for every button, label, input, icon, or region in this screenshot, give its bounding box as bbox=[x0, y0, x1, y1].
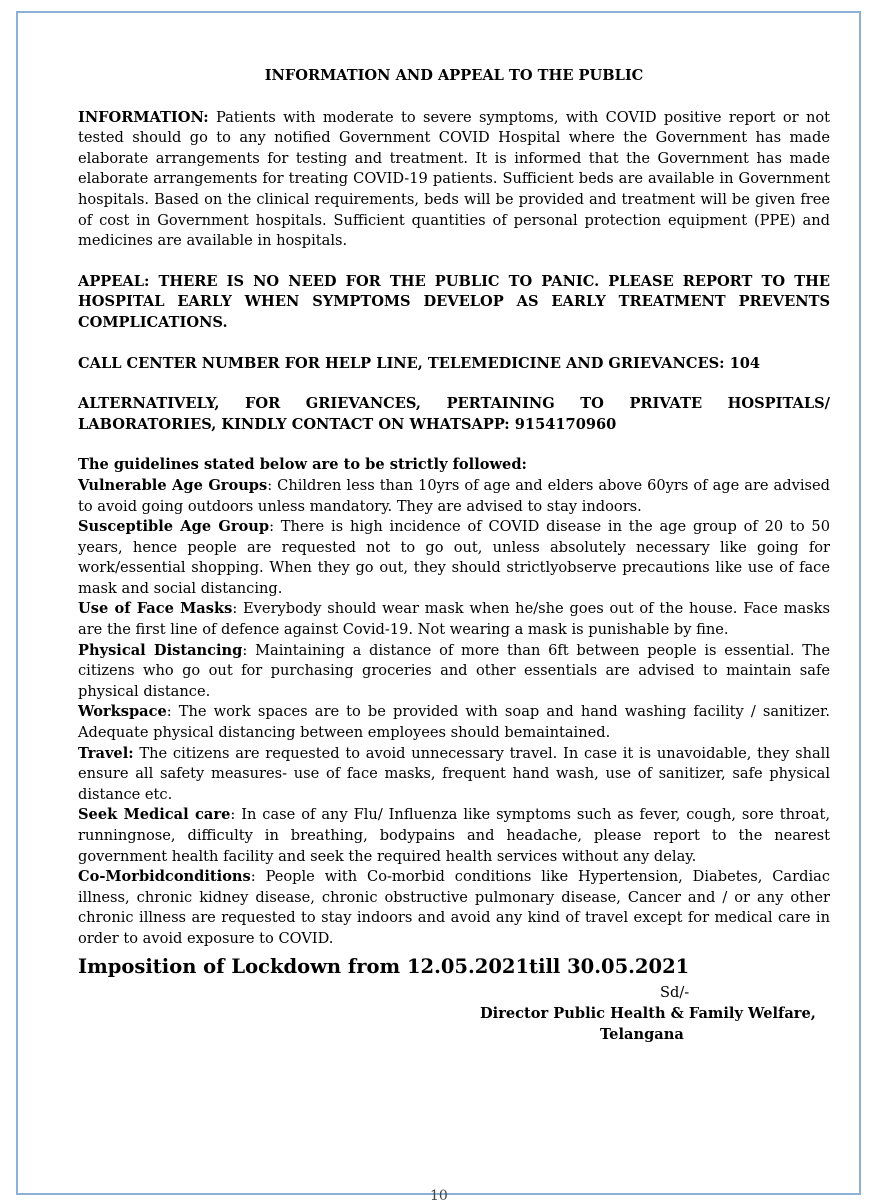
guideline-item bbox=[78, 702, 830, 743]
guideline-label: Vulnerable Age Groups bbox=[78, 476, 268, 494]
guideline-label: Susceptible Age Group bbox=[78, 518, 270, 536]
guideline-text: : Everybody should wear mask when he/she goes out of the house. Face masks are the first line of defence against Covid-19. Not wearing a mask is punishable by fine. bbox=[78, 600, 830, 639]
guideline-text: The citizens are requested to avoid unnecessary travel. In case it is unavoidable, they shall ensure all safety measures- use of face masks, frequent hand wash, use of sanitizer, safe physical distance etc. bbox=[78, 744, 830, 803]
guideline-item bbox=[78, 805, 830, 867]
whatsapp-paragraph: ALTERNATIVELY, FOR GRIEVANCES, PERTAINING TO PRIVATE HOSPITALS/ LABORATORIES, KINDLY CONTACT ON WHATSAPP: 9154170960 bbox=[78, 395, 830, 433]
document-body bbox=[78, 66, 830, 980]
guideline-label: Use of Face Masks bbox=[78, 600, 233, 618]
guideline-label: Physical Distancing bbox=[78, 641, 243, 659]
guidelines-heading: The guidelines stated below are to be strictly followed: bbox=[78, 456, 527, 474]
guideline-text: : Children less than 10yrs of age and elders above 60yrs of age are advised to avoid going outdoors unless mandatory. They are advised to stay indoors. bbox=[78, 476, 830, 515]
guideline-label: Travel: bbox=[78, 744, 134, 762]
appeal-paragraph: APPEAL: THERE IS NO NEED FOR THE PUBLIC TO PANIC. PLEASE REPORT TO THE HOSPITAL EARLY WHEN SYMPTOMS DEVELOP AS EARLY TREATMENT PREVENTS COMPLICATIONS. bbox=[78, 272, 830, 331]
guidelines-list bbox=[78, 476, 830, 950]
guideline-text: : Maintaining a distance of more than 6ft between people is essential. The citizens who go out for purchasing groceries and other essentials are advised to maintain safe physical distance. bbox=[78, 641, 830, 700]
information-text: Patients with moderate to severe symptoms, with COVID positive report or not tested should go to any notified Government COVID Hospital where the Government has made elaborate arrangements for testing and treatment. It is informed that the Government has made elaborate arrangements for treating COVID-19 patients. Sufficient beds are available in Government hospitals. Based on the clinical requirements, beds will be provided and treatment will be given free of cost in Government hospitals. Sufficient quantities of personal protection equipment (PPE) and medicines are available in hospitals. bbox=[78, 108, 830, 250]
guideline-item bbox=[78, 641, 830, 703]
information-paragraph bbox=[78, 108, 830, 252]
guideline-text: : The work spaces are to be provided with soap and hand washing facility / sanitizer. Adequate physical distancing between employees should bemaintained. bbox=[78, 703, 830, 742]
guideline-text: : In case of any Flu/ Influenza like symptoms such as fever, cough, sore throat, runningnose, difficulty in breathing, bodypains and headache, please report to the nearest government health facility and seek the required health services without any delay. bbox=[78, 806, 830, 865]
information-label: INFORMATION: bbox=[78, 108, 209, 126]
page-number: 10 bbox=[430, 1188, 448, 1204]
signature-state: Telangana bbox=[600, 1026, 684, 1043]
call-center-line: CALL CENTER NUMBER FOR HELP LINE, TELEMEDICINE AND GRIEVANCES: 104 bbox=[78, 354, 761, 372]
guideline-label: Workspace bbox=[78, 703, 167, 721]
guideline-item bbox=[78, 867, 830, 949]
guideline-item bbox=[78, 599, 830, 640]
guideline-text: : People with Co-morbid conditions like Hypertension, Diabetes, Cardiac illness, chronic kidney disease, chronic obstructive pulmonary disease, Cancer and / or any other chronic illness are requested to stay indoors and avoid any kind of travel except for medical care in order to avoid exposure to COVID. bbox=[78, 868, 830, 947]
guideline-label: Seek Medical care bbox=[78, 806, 231, 824]
guideline-label: Co-Morbidconditions bbox=[78, 868, 251, 886]
lockdown-notice: Imposition of Lockdown from 12.05.2021till 30.05.2021 bbox=[78, 954, 690, 978]
guideline-item bbox=[78, 744, 830, 806]
document-title: INFORMATION AND APPEAL TO THE PUBLIC bbox=[264, 67, 644, 84]
signature-sd: Sd/- bbox=[660, 984, 690, 1001]
guideline-item bbox=[78, 476, 830, 517]
guideline-item bbox=[78, 517, 830, 599]
guideline-text: : There is high incidence of COVID disease in the age group of 20 to 50 years, hence people are requested not to go out, unless absolutely necessary like going for work/essential shopping. When they go out, they should strictlyobserve precautions like use of face mask and social distancing. bbox=[78, 518, 830, 597]
signature-role: Director Public Health & Family Welfare, bbox=[480, 1005, 816, 1022]
